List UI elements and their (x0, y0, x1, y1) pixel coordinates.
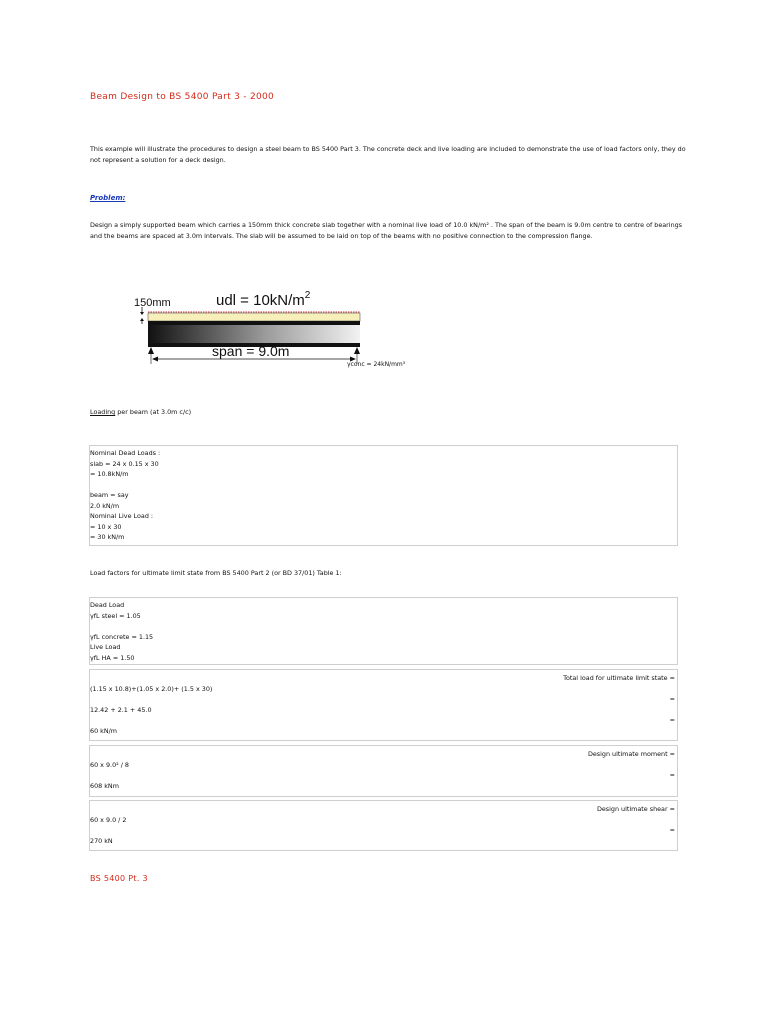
total-load-result: 60 kN/m (90, 726, 118, 735)
load-factors-box (89, 597, 678, 665)
section-heading: BS 5400 Pt. 3 (90, 874, 148, 883)
equals-sign: = (669, 695, 675, 703)
box-line: slab = 24 x 0.15 x 30 (90, 459, 159, 468)
box-line: Nominal Live Load : (90, 512, 154, 520)
total-load-box (89, 669, 678, 741)
box-line: = 10.8kN/m (90, 470, 129, 478)
design-shear-header: Design ultimate shear = (596, 805, 675, 813)
box-line: γfL concrete = 1.15 (90, 632, 154, 641)
design-moment-header: Design ultimate moment = (587, 750, 675, 758)
equals-sign: = (669, 771, 675, 779)
box-line (90, 480, 677, 491)
problem-heading[interactable]: Problem: (90, 194, 126, 202)
box-line: γfL steel = 1.05 (90, 611, 141, 620)
box-line: Live Load (90, 643, 121, 651)
design-shear-line: 60 x 9.0 / 2 (90, 815, 127, 824)
equals-sign: = (669, 716, 675, 724)
box-line: beam = say (90, 491, 129, 499)
nominal-loads-box (89, 445, 678, 546)
design-shear-result: 270 kN (90, 836, 113, 845)
design-shear-box (89, 800, 678, 851)
box-line: = 30 kN/m (90, 533, 125, 541)
page-title: Beam Design to BS 5400 Part 3 - 2000 (90, 92, 275, 102)
box-line: Nominal Dead Loads : (90, 449, 161, 457)
beam-diagram (120, 286, 450, 376)
slab-thickness-label: 150mm (134, 297, 171, 309)
design-moment-line: 60 x 9.0² / 8 (90, 760, 129, 769)
design-moment-box (89, 745, 678, 797)
problem-paragraph: Design a simply supported beam which carries a 150mm thick concrete slab together with a nominal live load of 10.0 kN/m² . The span of the beam is 9.0m centre to centre of bearings and the beams are spaced at 3.0m intervals. The slab will be assumed to be laid on top of the beams with no positive connection to the compression flange. (90, 221, 683, 240)
design-moment-result: 608 kNm (90, 781, 119, 790)
intro-paragraph: This example will illustrate the procedures to design a steel beam to BS 5400 Part 3. The concrete deck and live loading are included to demonstrate the use of load factors only, they do not represent a solution for a deck design. (90, 145, 686, 164)
udl-label: udl = $10kN/m^2$ (216, 290, 311, 309)
equals-sign: = (669, 826, 675, 834)
loading-link[interactable]: Loading (90, 408, 116, 416)
span-label: span = 9.0m (212, 343, 290, 359)
total-load-header: Total load for ultimate limit state = (563, 674, 675, 682)
total-load-line: (1.15 x 10.8)+(1.05 x 2.0)+ (1.5 x 30) (90, 684, 213, 693)
total-load-line: 12.42 + 2.1 + 45.0 (90, 705, 152, 714)
loading-heading: Loading per beam (at 3.0m c/c) (90, 408, 192, 416)
box-line: = 10 x 30 (90, 522, 122, 531)
gamma-concrete-label: γconc = 24kN/mm³ (347, 361, 406, 368)
load-factors-text: Load factors for ultimate limit state from BS 5400 Part 2 (or BD 37/01) Table 1: (90, 569, 342, 577)
box-line (90, 621, 677, 632)
box-line: Dead Load (90, 601, 125, 609)
box-line: γfL HA = 1.50 (90, 653, 135, 662)
box-line: 2.0 kN/m (90, 501, 120, 510)
